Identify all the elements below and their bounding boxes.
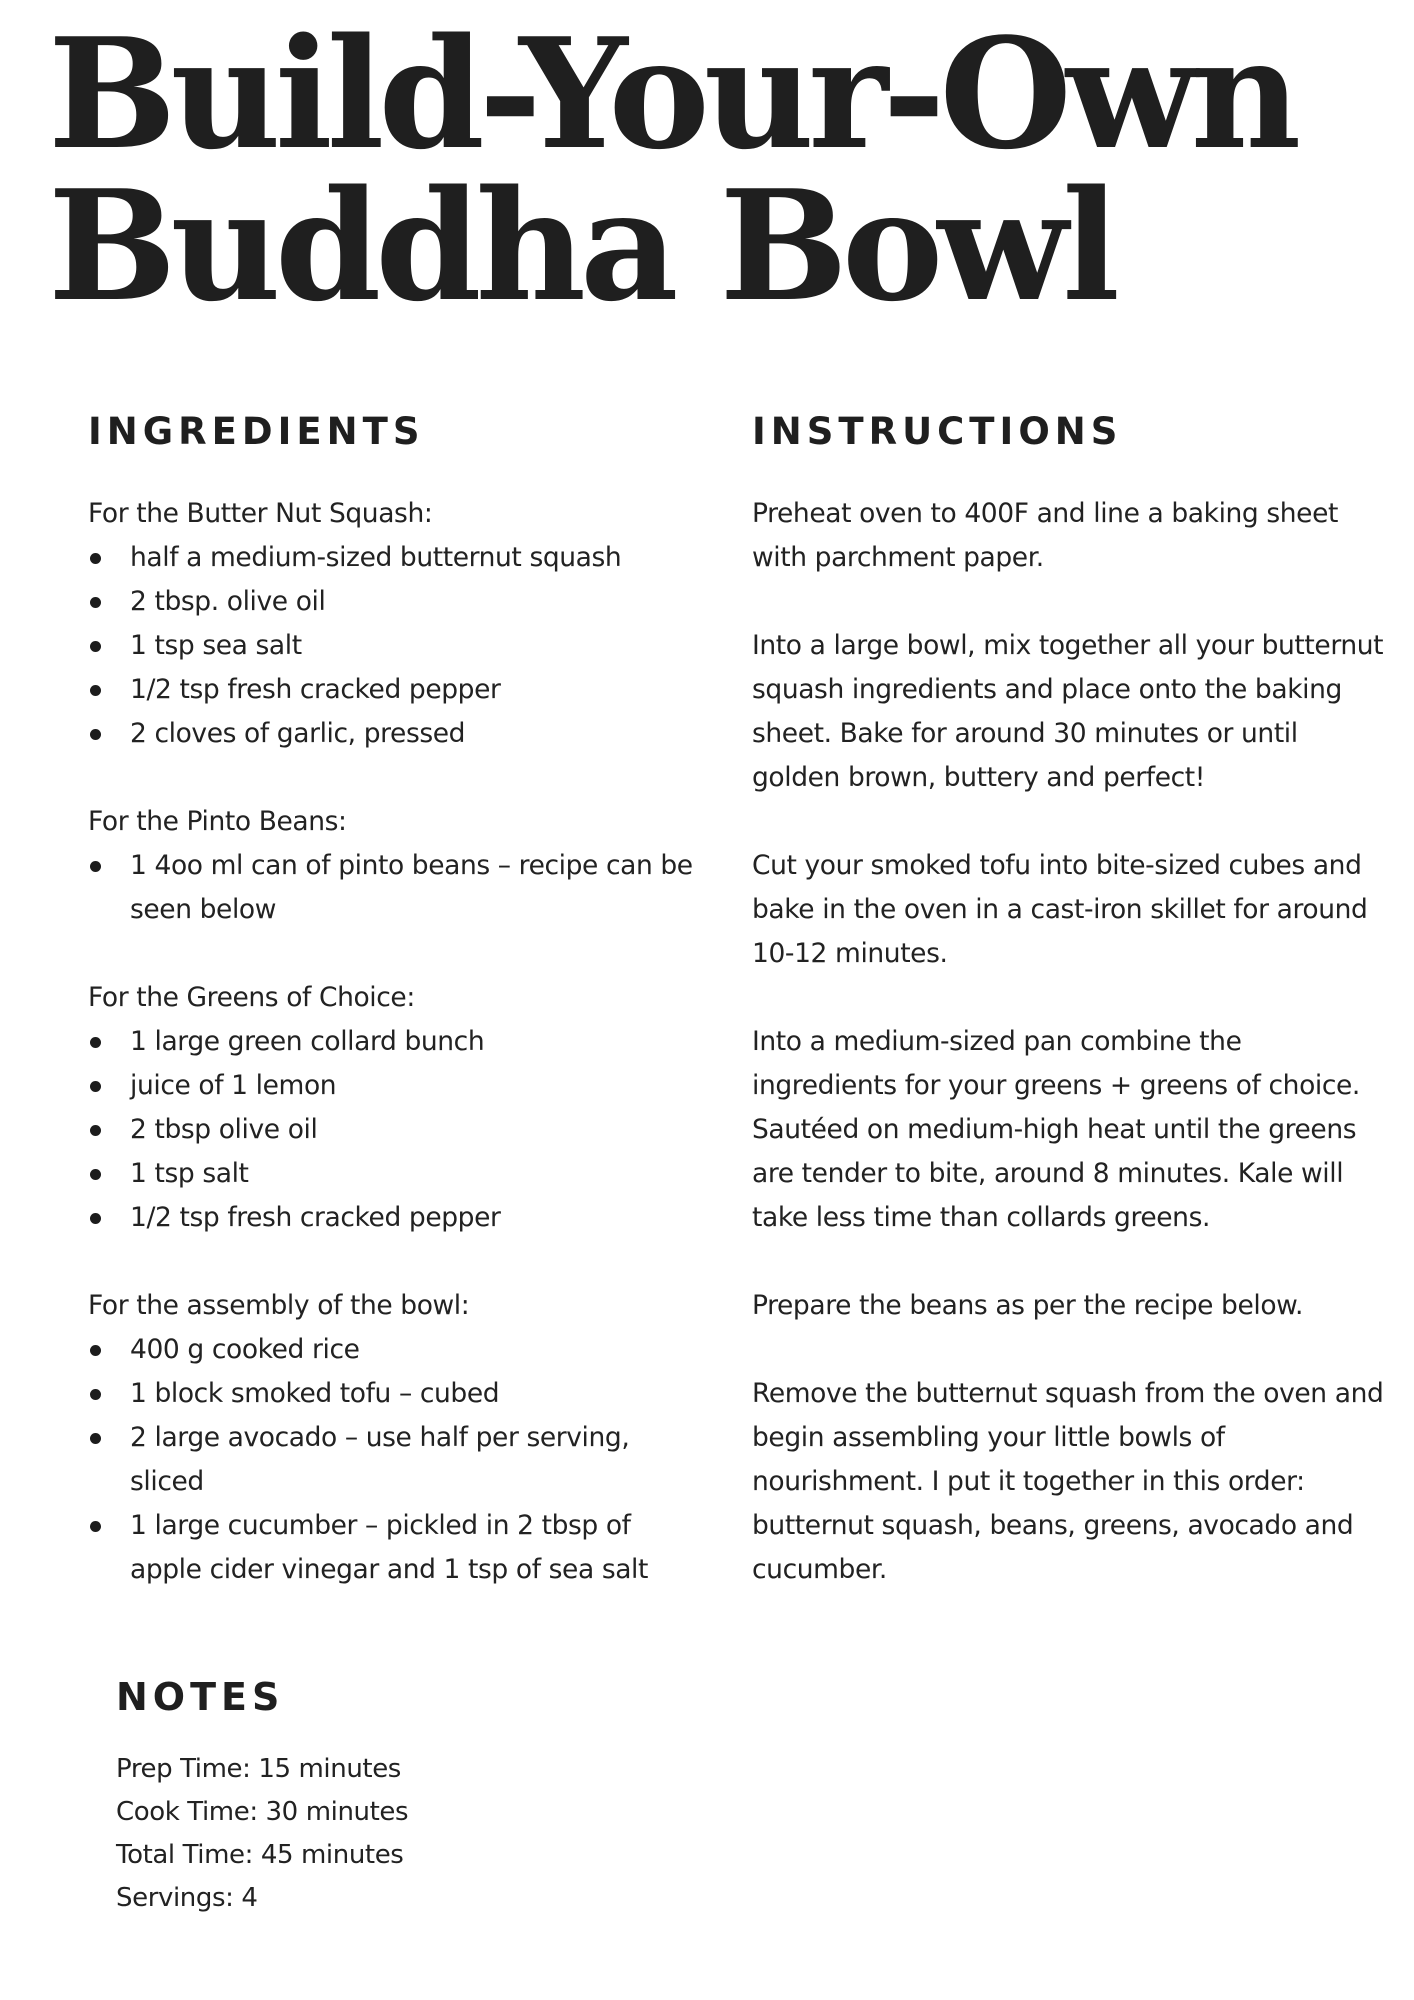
instruction-step: Into a medium-sized pan combine the ingredients for your greens + greens of choice. Sautéed on medium-high heat until the greens are tender to bite, around 8 minutes. Kale will take less time than collards greens. xyxy=(752,1026,1360,1233)
ingredient-item: 2 tbsp olive oil xyxy=(88,1108,708,1152)
instruction-step: Cut your smoked tofu into bite-sized cubes and bake in the oven in a cast-iron skillet for around 10-12 minutes. xyxy=(752,850,1368,969)
instruction-step: Preheat oven to 400F and line a baking sheet with parchment paper. xyxy=(752,498,1338,573)
prep-time: Prep Time: 15 minutes xyxy=(116,1754,401,1784)
ingredient-item: juice of 1 lemon xyxy=(88,1064,708,1108)
ingredient-item: 1 4oo ml can of pinto beans – recipe can be seen below xyxy=(88,844,708,932)
ingredient-list xyxy=(88,536,708,756)
notes-section xyxy=(116,1748,616,1920)
ingredient-item: 1 block smoked tofu – cubed xyxy=(88,1372,708,1416)
ingredient-item: 1 tsp sea salt xyxy=(88,624,708,668)
ingredient-item: 1/2 tsp fresh cracked pepper xyxy=(88,1196,708,1240)
ingredient-item: 2 large avocado – use half per serving, sliced xyxy=(88,1416,708,1504)
instruction-step: Remove the butternut squash from the oven and begin assembling your little bowls of nourishment. I put it together in this order: butternut squash, beans, greens, avocado and cucumber. xyxy=(752,1378,1384,1585)
ingredients-heading: INGREDIENTS xyxy=(88,410,425,453)
ingredient-item: 2 cloves of garlic, pressed xyxy=(88,712,708,756)
instruction-step: Into a large bowl, mix together all your butternut squash ingredients and place onto the baking sheet. Bake for around 30 minutes or until golden brown, buttery and perfect! xyxy=(752,630,1384,793)
cook-time: Cook Time: 30 minutes xyxy=(116,1797,409,1827)
ingredients-section xyxy=(88,492,708,1636)
ingredient-item: half a medium-sized butternut squash xyxy=(88,536,708,580)
ingredient-group-greens xyxy=(88,976,708,1240)
ingredient-item: 1 large green collard bunch xyxy=(88,1020,708,1064)
ingredient-group-label: For the Greens of Choice: xyxy=(88,982,415,1013)
ingredient-list xyxy=(88,1020,708,1240)
ingredient-item: 2 tbsp. olive oil xyxy=(88,580,708,624)
notes-heading: NOTES xyxy=(116,1675,285,1719)
instruction-step: Prepare the beans as per the recipe below. xyxy=(752,1290,1304,1321)
instructions-heading: INSTRUCTIONS xyxy=(752,410,1123,453)
ingredient-item: 400 g cooked rice xyxy=(88,1328,708,1372)
recipe-title xyxy=(48,4,1388,335)
ingredient-group-label: For the Pinto Beans: xyxy=(88,806,347,837)
ingredient-item: 1 tsp salt xyxy=(88,1152,708,1196)
total-time: Total Time: 45 minutes xyxy=(116,1840,404,1870)
recipe-title-line-2: Buddha Bowl xyxy=(48,156,1114,335)
ingredient-group-assembly xyxy=(88,1284,708,1592)
ingredient-item: 1/2 tsp fresh cracked pepper xyxy=(88,668,708,712)
ingredient-list xyxy=(88,844,708,932)
recipe-title-line-1: Build-Your-Own xyxy=(48,4,1296,183)
ingredient-group-label: For the Butter Nut Squash: xyxy=(88,498,433,529)
ingredient-group-label: For the assembly of the bowl: xyxy=(88,1290,470,1321)
ingredient-group-pinto-beans xyxy=(88,800,708,932)
instructions-section xyxy=(752,492,1392,1636)
ingredient-item: 1 large cucumber – pickled in 2 tbsp of apple cider vinegar and 1 tsp of sea salt xyxy=(88,1504,708,1592)
ingredient-group-butternut-squash xyxy=(88,492,708,756)
servings: Servings: 4 xyxy=(116,1883,258,1913)
ingredient-list xyxy=(88,1328,708,1592)
